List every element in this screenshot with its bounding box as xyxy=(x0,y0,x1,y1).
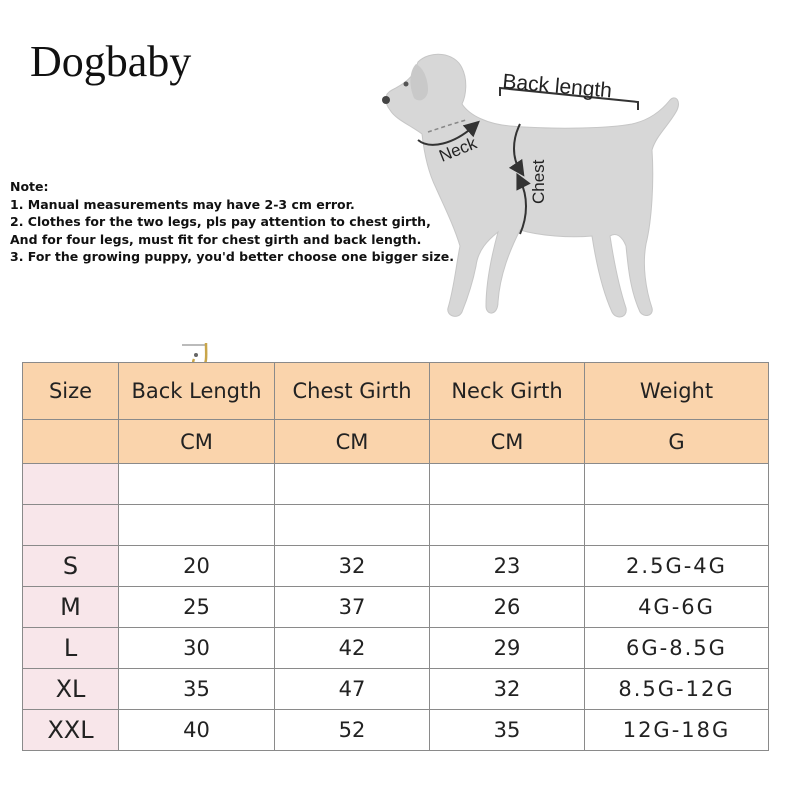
table-blank-row xyxy=(23,505,769,546)
neck-label: Neck xyxy=(436,133,480,166)
weight-cell: 12G-18G xyxy=(585,710,769,751)
back-length-label: Back length xyxy=(501,70,613,103)
note-line-2: 2. Clothes for the two legs, pls pay attention to chest girth, xyxy=(10,214,431,229)
table-row xyxy=(23,546,769,587)
blank-cell xyxy=(23,464,119,505)
chest-girth-cell: 37 xyxy=(275,587,430,628)
back-length-cell: 40 xyxy=(119,710,275,751)
header-neck-girth: Neck Girth xyxy=(430,363,585,420)
back-length-cell: 25 xyxy=(119,587,275,628)
table-row xyxy=(23,587,769,628)
header-weight: Weight xyxy=(585,363,769,420)
size-cell: XL xyxy=(23,669,119,710)
unit-size xyxy=(23,420,119,464)
blank-cell xyxy=(585,464,769,505)
table-unit-row xyxy=(23,420,769,464)
blank-cell xyxy=(430,464,585,505)
unit-chest-girth: CM xyxy=(275,420,430,464)
header-back-length: Back Length xyxy=(119,363,275,420)
table-row xyxy=(23,669,769,710)
chest-girth-cell: 52 xyxy=(275,710,430,751)
unit-neck-girth: CM xyxy=(430,420,585,464)
note-line-1: 1. Manual measurements may have 2-3 cm error. xyxy=(10,196,355,212)
dog-nose xyxy=(382,96,390,104)
unit-back-length: CM xyxy=(119,420,275,464)
table-row xyxy=(23,628,769,669)
header-size: Size xyxy=(23,363,119,420)
chest-girth-cell: 42 xyxy=(275,628,430,669)
blank-cell xyxy=(119,505,275,546)
table-header-row xyxy=(23,363,769,420)
blank-cell xyxy=(23,505,119,546)
chest-girth-cell: 32 xyxy=(275,546,430,587)
neck-girth-cell: 26 xyxy=(430,587,585,628)
unit-weight: G xyxy=(585,420,769,464)
dog-illustration xyxy=(370,40,700,330)
size-chart-table xyxy=(22,362,769,751)
neck-girth-cell: 35 xyxy=(430,710,585,751)
blank-cell xyxy=(275,464,430,505)
notes-title: Note: xyxy=(10,179,49,194)
blank-cell xyxy=(585,505,769,546)
back-length-cell: 35 xyxy=(119,669,275,710)
blank-cell xyxy=(119,464,275,505)
blank-cell xyxy=(275,505,430,546)
neck-girth-cell: 29 xyxy=(430,628,585,669)
size-cell: M xyxy=(23,587,119,628)
back-length-cell: 30 xyxy=(119,628,275,669)
weight-cell: 8.5G-12G xyxy=(585,669,769,710)
chest-label: Chest xyxy=(529,159,548,204)
dog-measurement-diagram xyxy=(370,40,700,330)
dog-eye xyxy=(404,82,409,87)
size-cell: XXL xyxy=(23,710,119,751)
chest-girth-cell: 47 xyxy=(275,669,430,710)
size-cell: S xyxy=(23,546,119,587)
blank-cell xyxy=(430,505,585,546)
back-length-cell: 20 xyxy=(119,546,275,587)
neck-girth-cell: 23 xyxy=(430,546,585,587)
table-blank-row xyxy=(23,464,769,505)
neck-girth-cell: 32 xyxy=(430,669,585,710)
brand-title: Dogbaby xyxy=(30,37,192,86)
weight-cell: 2.5G-4G xyxy=(585,546,769,587)
header-chest-girth: Chest Girth xyxy=(275,363,430,420)
size-cell: L xyxy=(23,628,119,669)
weight-cell: 4G-6G xyxy=(585,587,769,628)
note-line-4: 3. For the growing puppy, you'd better choose one bigger size. xyxy=(10,249,454,264)
table-row xyxy=(23,710,769,751)
note-line-3: And for four legs, must fit for chest girth and back length. xyxy=(10,231,422,247)
weight-cell: 6G-8.5G xyxy=(585,628,769,669)
